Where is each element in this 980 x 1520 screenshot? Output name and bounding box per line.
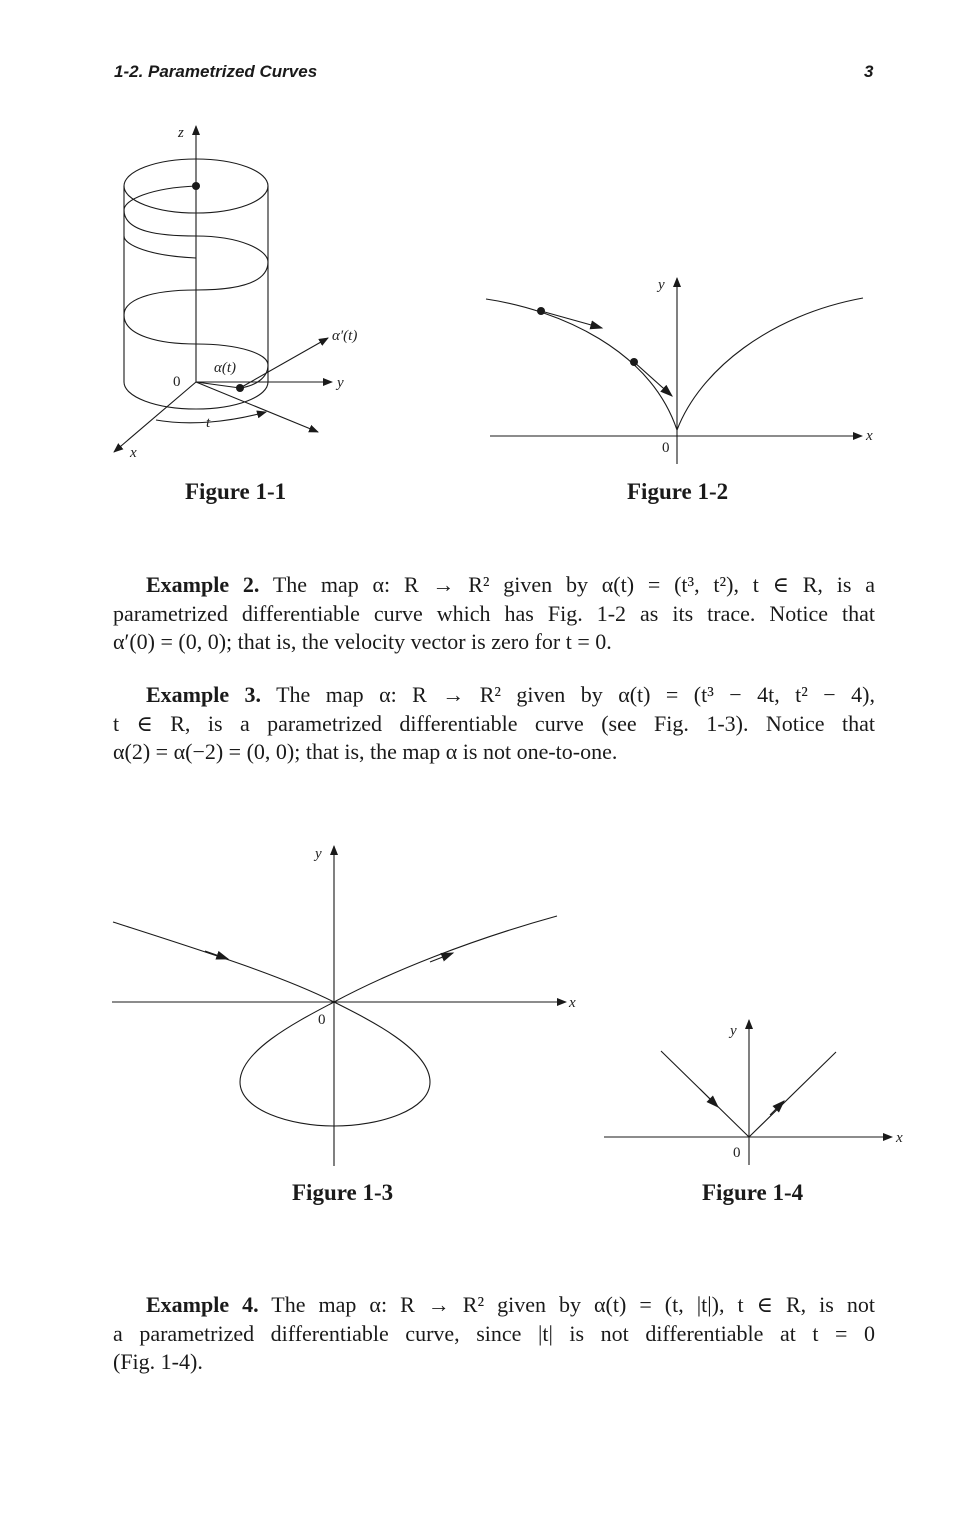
example-2-line-2: parametrized differentiable curve which has Fig. 1-2 as its trace. Notice that — [113, 600, 875, 626]
section-header: 1-2. Parametrized Curves — [114, 62, 318, 81]
z-label: z — [178, 125, 184, 141]
y-label: y — [730, 1023, 737, 1039]
origin-label: 0 — [662, 440, 670, 456]
origin-label: 0 — [733, 1145, 741, 1161]
alpha-prime-label: α′(t) — [332, 328, 358, 344]
example-4-line-1: Example 4. The map α: R → R² given by α(t) = (t, |t|), t ∈ R, is not — [146, 1292, 875, 1317]
example-4-line-2: a parametrized differentiable curve, since |t| is not differentiable at t = 0 — [113, 1320, 875, 1346]
example-4 — [113, 1291, 875, 1377]
alpha-t-label: α(t) — [214, 360, 237, 376]
origin-label: 0 — [318, 1012, 326, 1028]
y-label: y — [337, 375, 344, 391]
x-label: x — [130, 445, 137, 461]
y-label: y — [658, 277, 665, 293]
caption-figure-1-3: Figure 1-3 — [292, 1180, 394, 1205]
example-3-title: Example 3. — [146, 682, 262, 707]
y-label: y — [315, 846, 322, 862]
x-label: x — [896, 1130, 903, 1146]
arrow-left — [700, 1089, 718, 1107]
t-label: t — [206, 415, 211, 431]
caption-figure-1-2: Figure 1-2 — [627, 479, 729, 504]
arrow-right — [770, 1101, 784, 1115]
example-3-line-1: Example 3. The map α: R → R² given by α(t) = (t³ − 4t, t² − 4), — [146, 682, 875, 707]
example-4-line-3: (Fig. 1-4). — [113, 1349, 203, 1374]
caption-figure-1-1: Figure 1-1 — [185, 479, 287, 504]
example-4-title: Example 4. — [146, 1292, 259, 1317]
x-label: x — [569, 995, 576, 1011]
example-2-title: Example 2. — [146, 572, 260, 597]
example-3-line-3: α(2) = α(−2) = (0, 0); that is, the map α is not one-to-one. — [113, 739, 618, 764]
x-label: x — [866, 428, 873, 444]
caption-figure-1-4: Figure 1-4 — [702, 1180, 804, 1205]
example-2-line-3: α′(0) = (0, 0); that is, the velocity vector is zero for t = 0. — [113, 629, 612, 654]
example-2-line-1: Example 2. The map α: R → R² given by α(t) = (t³, t²), t ∈ R, is a — [146, 572, 875, 597]
example-3-line-2: t ∈ R, is a parametrized differentiable curve (see Fig. 1-3). Notice that — [113, 710, 875, 736]
origin-label: 0 — [173, 374, 181, 390]
page-number: 3 — [864, 62, 874, 81]
